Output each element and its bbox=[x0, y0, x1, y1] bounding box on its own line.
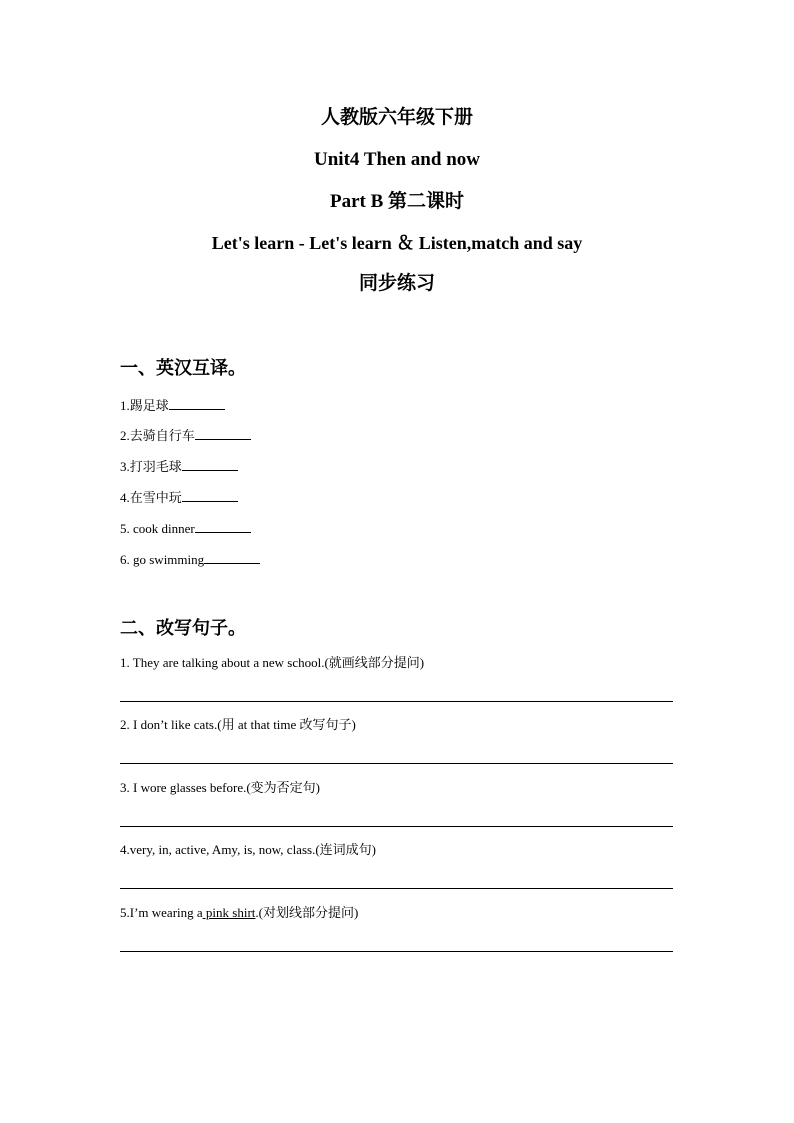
answer-blank[interactable] bbox=[182, 458, 238, 471]
vocab-item bbox=[120, 551, 260, 568]
rewrite-question: 4.very, in, active, Amy, is, now, class.(连词成句) bbox=[120, 842, 376, 857]
worksheet-title-textbook: 人教版六年级下册 bbox=[320, 107, 473, 128]
answer-line[interactable] bbox=[120, 951, 673, 952]
section-heading-translation: 一、英汉互译。 bbox=[120, 358, 246, 378]
vocab-item bbox=[120, 397, 225, 414]
vocab-item-text: 4.在雪中玩 bbox=[120, 490, 182, 505]
rewrite-question: 2. I don’t like cats.(用 at that time 改写句子) bbox=[120, 717, 356, 732]
answer-line[interactable] bbox=[120, 888, 673, 889]
vocab-item-text: 6. go swimming bbox=[120, 552, 205, 567]
vocab-item bbox=[120, 489, 238, 506]
section-heading-rewrite: 二、改写句子。 bbox=[120, 618, 246, 638]
vocab-item-text: 3.打羽毛球 bbox=[120, 459, 182, 474]
vocab-item-text: 5. cook dinner bbox=[120, 521, 195, 536]
answer-blank[interactable] bbox=[169, 397, 225, 410]
vocab-item bbox=[120, 427, 251, 444]
vocab-item-text: 1.踢足球 bbox=[120, 398, 169, 413]
vocab-item bbox=[120, 458, 238, 475]
answer-line[interactable] bbox=[120, 763, 673, 764]
underlined-phrase: pink shirt bbox=[202, 905, 256, 920]
answer-line[interactable] bbox=[120, 826, 673, 827]
rewrite-question: 1. They are talking about a new school.(就画线部分提问) bbox=[120, 655, 425, 670]
vocab-item-text: 2.去骑自行车 bbox=[120, 428, 195, 443]
answer-blank[interactable] bbox=[204, 551, 260, 564]
vocab-item bbox=[120, 520, 251, 537]
rewrite-question bbox=[120, 905, 358, 921]
worksheet-title-unit: Unit4 Then and now bbox=[314, 149, 480, 170]
answer-blank[interactable] bbox=[182, 489, 238, 502]
question-text-after: .(对划线部分提问) bbox=[255, 905, 359, 920]
answer-line[interactable] bbox=[120, 701, 673, 702]
worksheet-title-exercise: 同步练习 bbox=[358, 273, 435, 294]
question-text-before: 5.I’m wearing a bbox=[120, 905, 203, 920]
worksheet-title-lesson: Let's learn - Let's learn ＆ Listen,match and say bbox=[211, 233, 583, 253]
answer-blank[interactable] bbox=[195, 427, 251, 440]
rewrite-question: 3. I wore glasses before.(变为否定句) bbox=[120, 780, 321, 795]
worksheet-title-part: Part B 第二课时 bbox=[329, 191, 465, 212]
answer-blank[interactable] bbox=[195, 520, 251, 533]
